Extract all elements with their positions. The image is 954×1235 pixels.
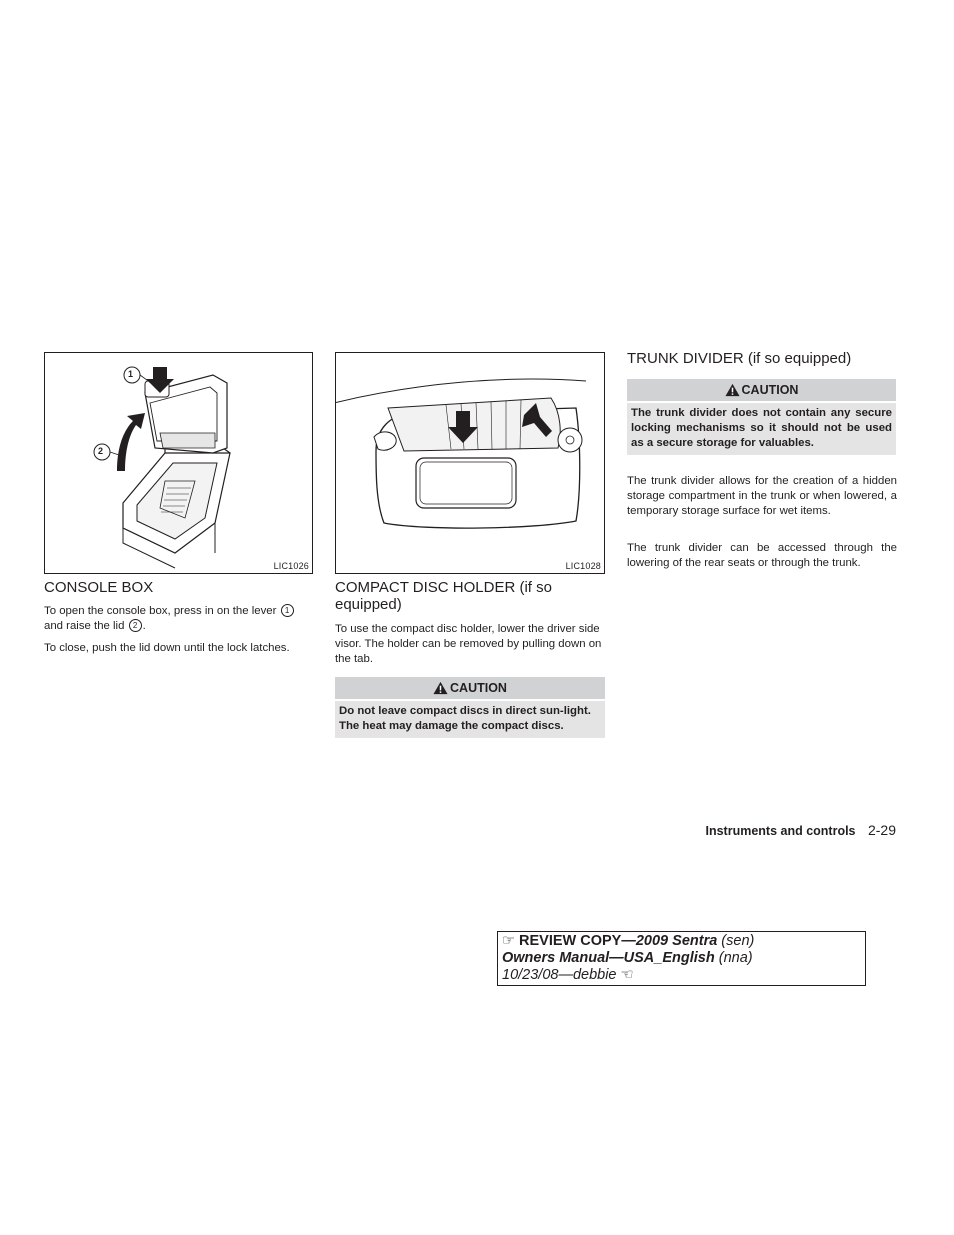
caution-header [627, 379, 896, 401]
pointing-hand-icon: ☞ [502, 933, 515, 949]
sun-visor-illustration [336, 353, 604, 573]
pointing-hand-left-icon: ☜ [620, 967, 634, 983]
caution-title: CAUTION [741, 383, 799, 397]
cd-holder-paragraph: To use the compact disc holder, lower the driver side visor. The holder can be removed by pulling down on the tab. [335, 623, 602, 665]
open-text-b: and raise the lid [44, 620, 125, 632]
figure-code: LIC1028 [565, 561, 601, 571]
open-text-c: . [142, 620, 146, 632]
console-box-heading: CONSOLE BOX [44, 579, 154, 596]
console-box-open-paragraph [44, 604, 314, 634]
review-date: 10/23/08—debbie [502, 967, 617, 983]
cd-holder-heading: COMPACT DISC HOLDER (if so equipped) [335, 579, 552, 613]
review-label: REVIEW COPY— [519, 933, 636, 949]
trunk-divider-paragraph-2: The trunk divider can be accessed through the lowering of the rear seats or through the trunk. [627, 542, 897, 569]
callout-1-label: 1 [128, 369, 134, 379]
trunk-divider-paragraph-1: The trunk divider allows for the creation of a hidden storage compartment in the trunk or when lowered, a temporary storage surface for wet items. [627, 475, 897, 517]
warning-icon [725, 383, 740, 397]
page-number: 2-29 [867, 822, 896, 838]
section-title: Instruments and controls [705, 824, 856, 838]
review-manual-code: (nna) [714, 950, 753, 966]
figure-code: LIC1026 [273, 561, 309, 571]
caution-text: Do not leave compact discs in direct sun-light. The heat may damage the compact discs. [335, 701, 605, 738]
caution-text: The trunk divider does not contain any secure locking mechanisms so it should not be used as a secure storage for valuables. [627, 403, 896, 455]
console-box-figure [44, 352, 313, 574]
review-copy-stamp [497, 931, 866, 986]
callout-1-marker: 1 [281, 604, 294, 617]
review-line-3 [502, 967, 861, 984]
review-manual: Owners Manual—USA_English [502, 950, 715, 966]
review-model: 2009 Sentra [635, 933, 718, 949]
warning-icon [433, 681, 448, 695]
callout-2-label: 2 [98, 446, 104, 456]
callout-2-marker: 2 [129, 619, 142, 632]
cd-holder-caution [335, 677, 605, 738]
open-text-a: To open the console box, press in on the lever [44, 605, 277, 617]
review-model-code: (sen) [717, 933, 755, 949]
trunk-divider-heading: TRUNK DIVIDER (if so equipped) [627, 350, 852, 367]
cd-holder-figure [335, 352, 605, 574]
page-footer [600, 822, 896, 840]
caution-title: CAUTION [450, 681, 507, 695]
review-line-1 [502, 933, 861, 950]
caution-header [335, 677, 605, 699]
console-box-close-paragraph: To close, push the lid down until the lock latches. [44, 642, 290, 654]
console-box-illustration [45, 353, 312, 573]
review-line-2 [502, 950, 861, 967]
trunk-divider-caution [627, 379, 896, 455]
